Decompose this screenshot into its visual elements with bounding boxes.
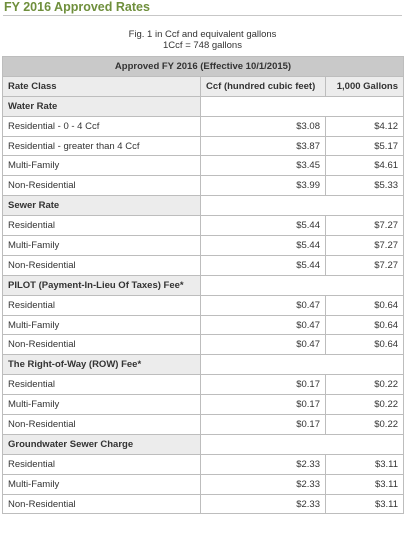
ccf-rate-cell: $3.08 [201, 116, 326, 136]
gallons-rate-cell: $0.22 [326, 375, 404, 395]
ccf-rate-cell: $0.17 [201, 395, 326, 415]
table-row [3, 454, 404, 474]
gallons-rate-cell: $7.27 [326, 255, 404, 275]
section-header-row [3, 434, 404, 454]
gallons-rate-cell: $5.33 [326, 176, 404, 196]
table-title-row [3, 57, 404, 77]
section-header-row [3, 275, 404, 295]
section-header-row [3, 355, 404, 375]
table-row [3, 395, 404, 415]
ccf-rate-cell: $2.33 [201, 494, 326, 514]
table-row [3, 116, 404, 136]
table-row [3, 136, 404, 156]
gallons-rate-cell: $0.64 [326, 315, 404, 335]
caption-line-units: Fig. 1 in Ccf and equivalent gallons [128, 29, 277, 40]
rates-table [2, 56, 404, 514]
ccf-rate-cell: $0.47 [201, 295, 326, 315]
section-filler [201, 355, 404, 375]
gallons-rate-cell: $5.17 [326, 136, 404, 156]
section-title: The Right-of-Way (ROW) Fee* [3, 355, 201, 375]
rate-class-cell: Multi-Family [3, 395, 201, 415]
table-row [3, 255, 404, 275]
table-row [3, 375, 404, 395]
caption-line-conversion: 1Ccf = 748 gallons [163, 40, 242, 51]
rate-class-cell: Multi-Family [3, 315, 201, 335]
ccf-rate-cell: $5.44 [201, 255, 326, 275]
ccf-rate-cell: $0.47 [201, 315, 326, 335]
ccf-rate-cell: $2.33 [201, 474, 326, 494]
section-filler [201, 434, 404, 454]
gallons-rate-cell: $0.22 [326, 415, 404, 435]
column-header-row [3, 76, 404, 96]
gallons-rate-cell: $0.64 [326, 295, 404, 315]
rate-class-cell: Non-Residential [3, 255, 201, 275]
table-row [3, 315, 404, 335]
rate-class-cell: Residential [3, 295, 201, 315]
rate-class-cell: Multi-Family [3, 236, 201, 256]
table-row [3, 335, 404, 355]
table-row [3, 156, 404, 176]
table-row [3, 415, 404, 435]
rate-class-cell: Multi-Family [3, 474, 201, 494]
section-header-row [3, 196, 404, 216]
gallons-rate-cell: $0.64 [326, 335, 404, 355]
gallons-rate-cell: $3.11 [326, 494, 404, 514]
figure-caption [0, 29, 405, 51]
page-title: FY 2016 Approved Rates [4, 0, 150, 14]
gallons-rate-cell: $3.11 [326, 454, 404, 474]
rate-class-cell: Non-Residential [3, 494, 201, 514]
table-row [3, 216, 404, 236]
table-title: Approved FY 2016 (Effective 10/1/2015) [3, 57, 404, 77]
table-row [3, 295, 404, 315]
gallons-rate-cell: $4.12 [326, 116, 404, 136]
column-header-ccf: Ccf (hundred cubic feet) [201, 76, 326, 96]
rate-class-cell: Residential - 0 - 4 Ccf [3, 116, 201, 136]
rate-class-cell: Residential - greater than 4 Ccf [3, 136, 201, 156]
gallons-rate-cell: $7.27 [326, 236, 404, 256]
section-header-row [3, 96, 404, 116]
table-row [3, 176, 404, 196]
ccf-rate-cell: $3.99 [201, 176, 326, 196]
section-filler [201, 96, 404, 116]
ccf-rate-cell: $3.87 [201, 136, 326, 156]
rate-class-cell: Residential [3, 375, 201, 395]
table-row [3, 474, 404, 494]
section-filler [201, 196, 404, 216]
gallons-rate-cell: $0.22 [326, 395, 404, 415]
column-header-rate-class: Rate Class [3, 76, 201, 96]
table-row [3, 494, 404, 514]
section-filler [201, 275, 404, 295]
gallons-rate-cell: $7.27 [326, 216, 404, 236]
section-title: Groundwater Sewer Charge [3, 434, 201, 454]
rate-class-cell: Multi-Family [3, 156, 201, 176]
section-title: Sewer Rate [3, 196, 201, 216]
column-header-gallons: 1,000 Gallons [326, 76, 404, 96]
section-title: PILOT (Payment-In-Lieu Of Taxes) Fee* [3, 275, 201, 295]
gallons-rate-cell: $4.61 [326, 156, 404, 176]
title-divider [3, 15, 402, 16]
rate-class-cell: Non-Residential [3, 335, 201, 355]
ccf-rate-cell: $2.33 [201, 454, 326, 474]
ccf-rate-cell: $5.44 [201, 216, 326, 236]
table-row [3, 236, 404, 256]
ccf-rate-cell: $3.45 [201, 156, 326, 176]
ccf-rate-cell: $5.44 [201, 236, 326, 256]
ccf-rate-cell: $0.17 [201, 375, 326, 395]
rate-class-cell: Non-Residential [3, 415, 201, 435]
ccf-rate-cell: $0.17 [201, 415, 326, 435]
rate-class-cell: Residential [3, 454, 201, 474]
rate-class-cell: Non-Residential [3, 176, 201, 196]
section-title: Water Rate [3, 96, 201, 116]
gallons-rate-cell: $3.11 [326, 474, 404, 494]
ccf-rate-cell: $0.47 [201, 335, 326, 355]
rate-class-cell: Residential [3, 216, 201, 236]
